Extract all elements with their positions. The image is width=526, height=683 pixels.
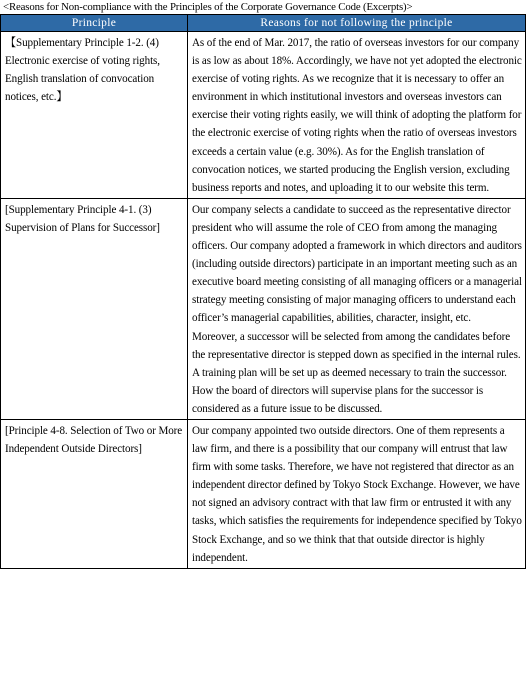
table-caption: <Reasons for Non-compliance with the Principles of the Corporate Governance Code (Excerpts)> — [3, 1, 413, 13]
principle-cell: [Principle 4-8. Selection of Two or More Independent Outside Directors] — [1, 419, 188, 568]
reason-paragraph: Our company selects a candidate to succeed as the representative director president who will assume the role of CEO from among the managing officers. Our company adopted a framework in which directors and auditors (including outside directors) participate in an important meeting such as an executive board meeting consisting of all managing officers or a managerial strategy meeting consisting of major managing officers to understand each officer’s managerial capabilities, abilities, character, insight, etc. — [192, 203, 522, 325]
reason-paragraph: How the board of directors will supervise plans for the successor is considered as a future issue to be discussed. — [192, 384, 484, 415]
table-row — [1, 198, 526, 419]
reason-paragraph: Moreover, a successor will be selected from among the candidates before the representative director is stepped down as specified in the internal rules. A training plan will be set up as deemed necessary to train the successor. — [192, 330, 521, 379]
table-header-row — [1, 15, 526, 32]
principle-cell: 【Supplementary Principle 1-2. (4) Electronic exercise of voting rights, English translation of convocation notices, etc.】 — [1, 32, 188, 199]
column-header-principle: Principle — [1, 15, 188, 32]
reason-cell — [188, 419, 526, 568]
governance-table — [0, 14, 526, 569]
reason-paragraph: As of the end of Mar. 2017, the ratio of overseas investors for our company is as low as about 18%. Accordingly, we have not yet adopted the electronic exercise of voting rights. As we recognize that it is necessary to offer an environment in which institutional investors and overseas investors can exercise their voting rights easily, we will think of adopting the platform for the electronic exercise of voting rights when the ratio of overseas investors exceeds a certain value (e.g. 30%). As for the English translation of convocation notices, we started producing the English version, excluding business reports and notes, and uploading it to our website this term. — [192, 37, 522, 194]
table-row — [1, 419, 526, 568]
reason-paragraph: Our company appointed two outside directors. One of them represents a law firm, and there is a possibility that our company will entrust that law firm with some tasks. Therefore, we have not registered that director as an independent director defined by Tokyo Stock Exchange. However, we have not signed an advisory contract with that law firm or entrusted it with any tasks, which satisfies the requirements for independence specified by Tokyo Stock Exchange, and so we think that that outside director is highly independent. — [192, 424, 522, 564]
table-row — [1, 32, 526, 199]
reason-cell — [188, 198, 526, 419]
reason-cell — [188, 32, 526, 199]
principle-cell: [Supplementary Principle 4-1. (3) Supervision of Plans for Successor] — [1, 198, 188, 419]
column-header-reasons: Reasons for not following the principle — [188, 15, 526, 32]
